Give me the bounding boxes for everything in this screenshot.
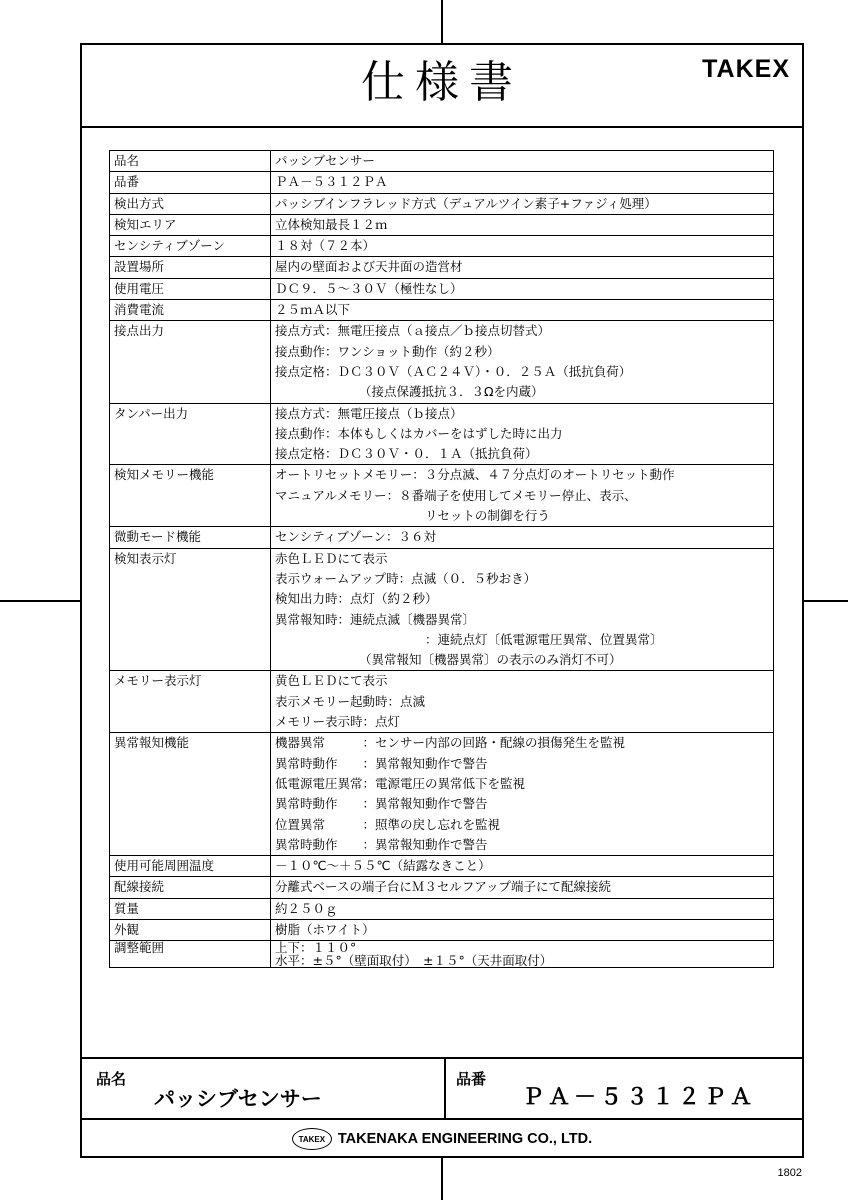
spec-value-line: 分離式ベースの端子台にＭ３セルフアップ端子にて配線接続 [275, 879, 612, 895]
spec-value-line: 表示メモリー起動時：点滅 [275, 693, 426, 709]
spec-value-line: 位置異常 ：照準の戻し忘れを監視 [275, 816, 501, 832]
spec-value-line: 表示ウォームアップ時：点滅（０．５秒おき） [275, 570, 537, 586]
spec-value-line: 機器異常 ：センサー内部の回路・配線の損傷発生を監視 [275, 735, 626, 751]
spec-value-line: 上下：１１０° [275, 940, 357, 956]
spec-row [110, 919, 774, 940]
spec-label: 外観 [110, 919, 271, 940]
spec-value-line: リセットの制御を行う [425, 508, 550, 524]
spec-value-line: －１０℃～＋５５℃（結露なきこと） [275, 858, 491, 874]
spec-value-line: １８対（７２本） [275, 238, 376, 254]
spec-value [271, 257, 774, 278]
spec-label: センシティブゾーン [110, 236, 271, 257]
spec-label: 使用可能周囲温度 [110, 856, 271, 877]
spec-value-line: ２５ｍＡ以下 [275, 302, 351, 318]
spec-label: 検知表示灯 [110, 548, 271, 671]
spec-value [271, 403, 774, 465]
spec-label: タンパー出力 [110, 403, 271, 465]
registration-mark-bottom [441, 1158, 443, 1200]
spec-row [110, 733, 774, 856]
registration-mark-top [441, 0, 443, 43]
spec-row [110, 877, 774, 898]
spec-label: 設置場所 [110, 257, 271, 278]
document-title: 仕様書 [361, 57, 523, 108]
spec-value-line: 検知出力時：点灯（約２秒） [275, 591, 438, 607]
spec-row [110, 193, 774, 214]
spec-value-line: 低電源電圧異常：電源電圧の異常低下を監視 [275, 775, 526, 791]
spec-value-line: （接点保護抵抗３．３Ωを内蔵） [359, 384, 544, 400]
spec-label: 配線接続 [110, 877, 271, 898]
spec-label: 使用電圧 [110, 278, 271, 299]
spec-row [110, 151, 774, 172]
spec-label: 検知メモリー機能 [110, 465, 271, 527]
spec-label: 消費電流 [110, 300, 271, 321]
spec-value [271, 671, 774, 733]
spec-value [271, 321, 774, 403]
spec-value-line: 接点定格：ＤＣ３０Ｖ（ＡＣ２４Ｖ）・０．２５Ａ（抵抗負荷） [275, 363, 632, 379]
spec-sheet-frame [80, 43, 804, 1158]
spec-value-line: 接点動作：本体もしくはカバーをはずした時に出力 [275, 425, 563, 441]
spec-value [271, 548, 774, 671]
spec-value-line: マニュアルメモリー：８番端子を使用してメモリー停止、表示、 [275, 487, 637, 503]
footer-divider [82, 1057, 802, 1059]
spec-value-line: 水平：±５°（壁面取付） ±１５°（天井面取付） [275, 953, 553, 969]
spec-value-line: 約２５０ｇ [275, 900, 338, 916]
spec-value-line: 屋内の壁面および天井面の造営材 [275, 259, 463, 275]
footer-number-label: 品番 [456, 1070, 487, 1088]
spec-value-line: 接点動作：ワンショット動作（約２秒） [275, 343, 500, 359]
spec-value [271, 941, 774, 968]
spec-row [110, 236, 774, 257]
spec-value [271, 151, 774, 172]
registration-mark-left [0, 600, 80, 602]
spec-label: 接点出力 [110, 321, 271, 403]
spec-row [110, 527, 774, 548]
spec-row [110, 403, 774, 465]
spec-value [271, 877, 774, 898]
spec-value [271, 919, 774, 940]
spec-label: 品名 [110, 151, 271, 172]
spec-value-line: 黄色ＬＥＤにて表示 [275, 673, 388, 689]
spec-value-line: 接点方式：無電圧接点（ａ接点／ｂ接点切替式） [275, 323, 551, 339]
spec-value-line: 異常時動作 ：異常報知動作で警告 [275, 755, 488, 771]
brand-logo: TAKEX [702, 55, 790, 83]
spec-value [271, 733, 774, 856]
spec-row [110, 278, 774, 299]
spec-value-line: ＤＣ９．５～３０Ｖ（極性なし） [275, 280, 463, 296]
spec-value-line: パッシブセンサー [275, 153, 375, 168]
spec-value-line: ：連続点灯〔低電源電圧異常、位置異常〕 [425, 631, 663, 647]
spec-value [271, 172, 774, 193]
spec-value [271, 527, 774, 548]
spec-row [110, 214, 774, 235]
spec-value-line: 異常時動作 ：異常報知動作で警告 [275, 836, 488, 852]
spec-label: 品番 [110, 172, 271, 193]
spec-row [110, 548, 774, 671]
spec-value [271, 193, 774, 214]
footer-name-label: 品名 [96, 1070, 127, 1088]
document-number: 1802 [777, 1167, 802, 1179]
spec-value-line: ＰＡ－５３１２ＰＡ [275, 174, 388, 190]
spec-row [110, 257, 774, 278]
spec-row [110, 898, 774, 919]
spec-row [110, 300, 774, 321]
spec-row [110, 465, 774, 527]
spec-value [271, 856, 774, 877]
spec-value-line: 樹脂（ホワイト） [275, 921, 375, 937]
spec-label: メモリー表示灯 [110, 671, 271, 733]
spec-value-line: 接点定格：ＤＣ３０Ｖ・０．１Ａ（抵抗負荷） [275, 446, 538, 462]
spec-value-line: 異常報知時：連続点滅〔機器異常〕 [275, 611, 476, 627]
spec-value-line: オートリセットメモリー：３分点滅、４７分点灯のオートリセット動作 [275, 467, 675, 483]
spec-table [109, 150, 774, 968]
spec-label: 検出方式 [110, 193, 271, 214]
spec-value-line: 接点方式：無電圧接点（ｂ接点） [275, 405, 463, 421]
spec-value [271, 300, 774, 321]
spec-row [110, 671, 774, 733]
spec-value-line: 赤色ＬＥＤにて表示 [275, 550, 388, 566]
footer-number-value: ＰＡ－５３１２ＰＡ [522, 1085, 757, 1110]
spec-value-line: （異常報知〔機器異常〕の表示のみ消灯不可） [359, 652, 622, 668]
header-divider [82, 126, 802, 128]
registration-mark-right [804, 600, 848, 602]
spec-value [271, 465, 774, 527]
spec-value-line: パッシブインフラレッド方式（デュアルツイン素子+ファジィ処理） [275, 195, 657, 211]
footer-name-value: パッシブセンサー [154, 1087, 322, 1111]
company-name: TAKENAKA ENGINEERING CO., LTD. [337, 1131, 593, 1147]
spec-label: 調整範囲 [110, 941, 271, 968]
spec-value-line: センシティブゾーン：３６対 [275, 529, 436, 545]
spec-label: 質量 [110, 898, 271, 919]
spec-value [271, 214, 774, 235]
spec-value [271, 898, 774, 919]
spec-value-line: 異常時動作 ：異常報知動作で警告 [275, 796, 488, 812]
spec-label: 検知エリア [110, 214, 271, 235]
footer-column-divider [444, 1057, 446, 1118]
spec-label: 微動モード機能 [110, 527, 271, 548]
spec-label: 異常報知機能 [110, 733, 271, 856]
spec-value [271, 278, 774, 299]
spec-row [110, 856, 774, 877]
spec-value-line: 立体検知最長１２ｍ [275, 216, 388, 232]
spec-value [271, 236, 774, 257]
spec-row [110, 941, 774, 968]
spec-row [110, 321, 774, 403]
company-logo-icon: TAKEX [292, 1128, 332, 1150]
spec-row [110, 172, 774, 193]
spec-value-line: メモリー表示時：点灯 [275, 714, 401, 730]
company-row [82, 1119, 802, 1159]
